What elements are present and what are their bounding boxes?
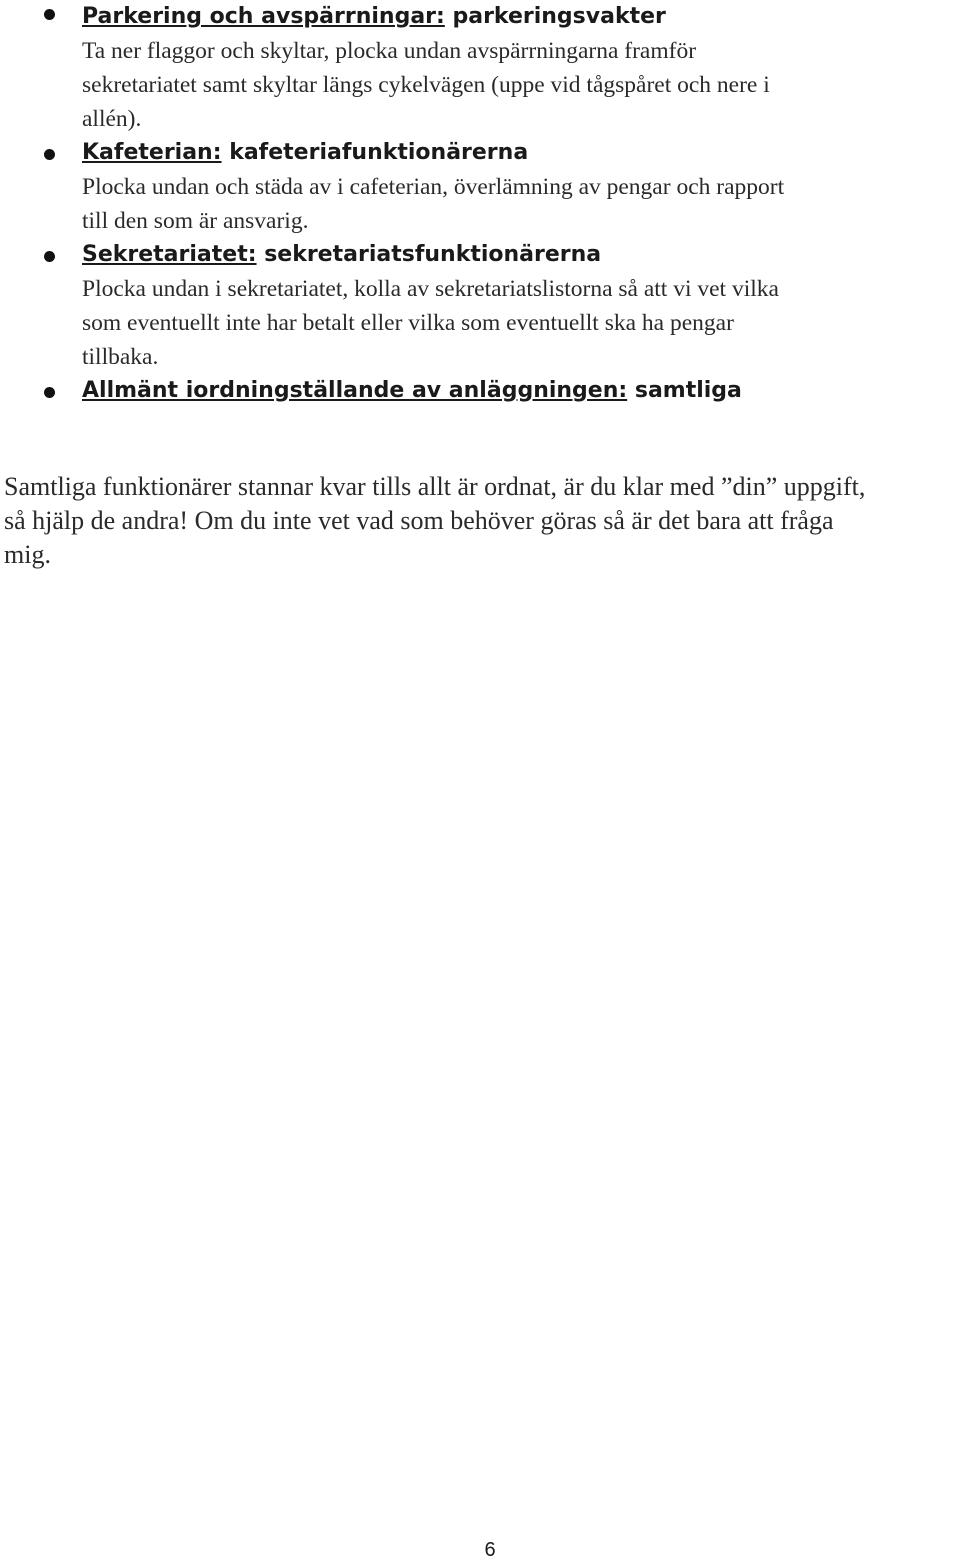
closing-line: mig. (4, 540, 51, 569)
task-description (82, 170, 940, 238)
task-item-sekretariatet (0, 238, 960, 374)
task-heading (82, 136, 940, 170)
page-number: 6 (484, 1539, 496, 1561)
bullet-icon (44, 149, 55, 160)
task-role: Kafeterian: (82, 140, 222, 165)
task-description-line: Ta ner flaggor och skyltar, plocka undan avspärrningarna framför (82, 38, 697, 64)
task-description-line: Plocka undan i sekretariatet, kolla av sekretariatslistorna så att vi vet vilka (82, 276, 779, 302)
closing-line: så hjälp de andra! Om du inte vet vad som behöver göras så är det bara att fråga (4, 506, 834, 535)
task-description-line: tillbaka. (82, 344, 159, 370)
task-item-kafeterian (0, 136, 960, 238)
task-assignee: parkeringsvakter (444, 4, 666, 29)
closing-line: Samtliga funktionärer stannar kvar tills allt är ordnat, är du klar med ”din” uppgift, (4, 472, 866, 501)
bullet-icon (44, 251, 55, 262)
task-list (0, 0, 960, 408)
task-item-parkering (0, 0, 960, 136)
task-description-line: Plocka undan och städa av i cafeterian, överlämning av pengar och rapport (82, 174, 785, 200)
bullet-icon (44, 9, 55, 20)
task-role: Allmänt iordningställande av anläggningen: (82, 378, 628, 403)
bullet-icon (44, 387, 55, 398)
task-item-allmant (0, 374, 960, 408)
task-description (82, 272, 940, 374)
task-assignee: kafeteriafunktionärerna (221, 140, 529, 165)
task-description-line: som eventuellt inte har betalt eller vilka som eventuellt ska ha pengar (82, 310, 734, 336)
task-assignee: samtliga (627, 378, 742, 403)
closing-paragraph (4, 470, 954, 572)
task-role: Parkering och avspärrningar: (82, 4, 445, 29)
task-role: Sekretariatet: (82, 242, 257, 267)
task-heading (82, 238, 940, 272)
task-description-line: allén). (82, 106, 142, 132)
task-assignee: sekretariatsfunktionärerna (256, 242, 602, 267)
task-heading (82, 374, 940, 408)
task-description (82, 34, 940, 136)
task-description-line: sekretariatet samt skyltar längs cykelvägen (uppe vid tågspåret och nere i (82, 72, 770, 98)
task-heading (82, 0, 940, 34)
task-description-line: till den som är ansvarig. (82, 208, 309, 234)
